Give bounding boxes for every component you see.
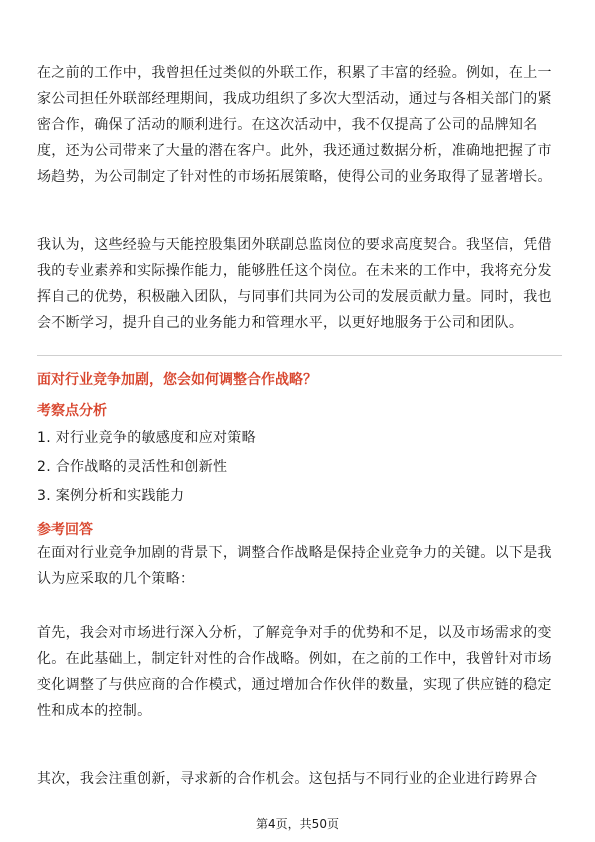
paragraph-first [37,620,562,724]
text-line: 化。在此基础上，制定针对性的合作战略。例如，在之前的工作中，我曾针对市场 [37,651,552,667]
text-line: 密合作，确保了活动的顺利进行。在这次活动中，我不仅提高了公司的品牌知名 [37,117,538,133]
paragraph-experience [37,60,562,190]
text-line: 我的专业素养和实际操作能力，能够胜任这个岗位。在未来的工作中，我将充分发 [37,263,552,279]
text-line: 在之前的工作中，我曾担任过类似的外联工作，积累了丰富的经验。例如，在上一 [37,65,552,81]
text-line: 在面对行业竞争加剧的背景下，调整合作战略是保持企业竞争力的关键。以下是我 [37,545,552,561]
text-line: 场趋势，为公司制定了针对性的市场拓展策略，使得公司的业务取得了显著增长。 [37,169,552,185]
text-line: 挥自己的优势，积极融入团队，与同事们共同为公司的发展贡献力量。同时，我也 [37,289,552,305]
text-line: 度，还为公司带来了大量的潜在客户。此外，我还通过数据分析，准确地把握了市 [37,143,552,159]
text-line: 首先，我会对市场进行深入分析，了解竞争对手的优势和不足，以及市场需求的变 [37,625,552,641]
analysis-item: 3. 案例分析和实践能力 [37,488,185,504]
text-line: 认为应采取的几个策略： [37,571,195,587]
text-line: 变化调整了与供应商的合作模式，通过增加合作伙伴的数量，实现了供应链的稳定 [37,677,552,693]
paragraph-second [37,766,562,792]
answer-title: 参考回答 [37,522,93,538]
analysis-title: 考察点分析 [37,403,107,419]
text-line: 性和成本的控制。 [37,703,152,719]
text-line: 我认为，这些经验与天能控股集团外联副总监岗位的要求高度契合。我坚信，凭借 [37,237,552,253]
page-number: 第4页，共50页 [256,817,339,831]
text-line: 家公司担任外联部经理期间，我成功组织了多次大型活动，通过与各相关部门的紧 [37,91,552,107]
section-divider [37,355,562,356]
text-line: 会不断学习，提升自己的业务能力和管理水平，以更好地服务于公司和团队。 [37,315,524,331]
question-heading: 面对行业竞争加剧，您会如何调整合作战略？ [37,372,317,388]
analysis-item: 1. 对行业竞争的敏感度和应对策略 [37,430,256,446]
text-line: 其次，我会注重创新，寻求新的合作机会。这包括与不同行业的企业进行跨界合 [37,771,538,787]
analysis-item: 2. 合作战略的灵活性和创新性 [37,459,228,475]
paragraph-fit [37,232,562,336]
paragraph-answer-intro [37,540,562,592]
